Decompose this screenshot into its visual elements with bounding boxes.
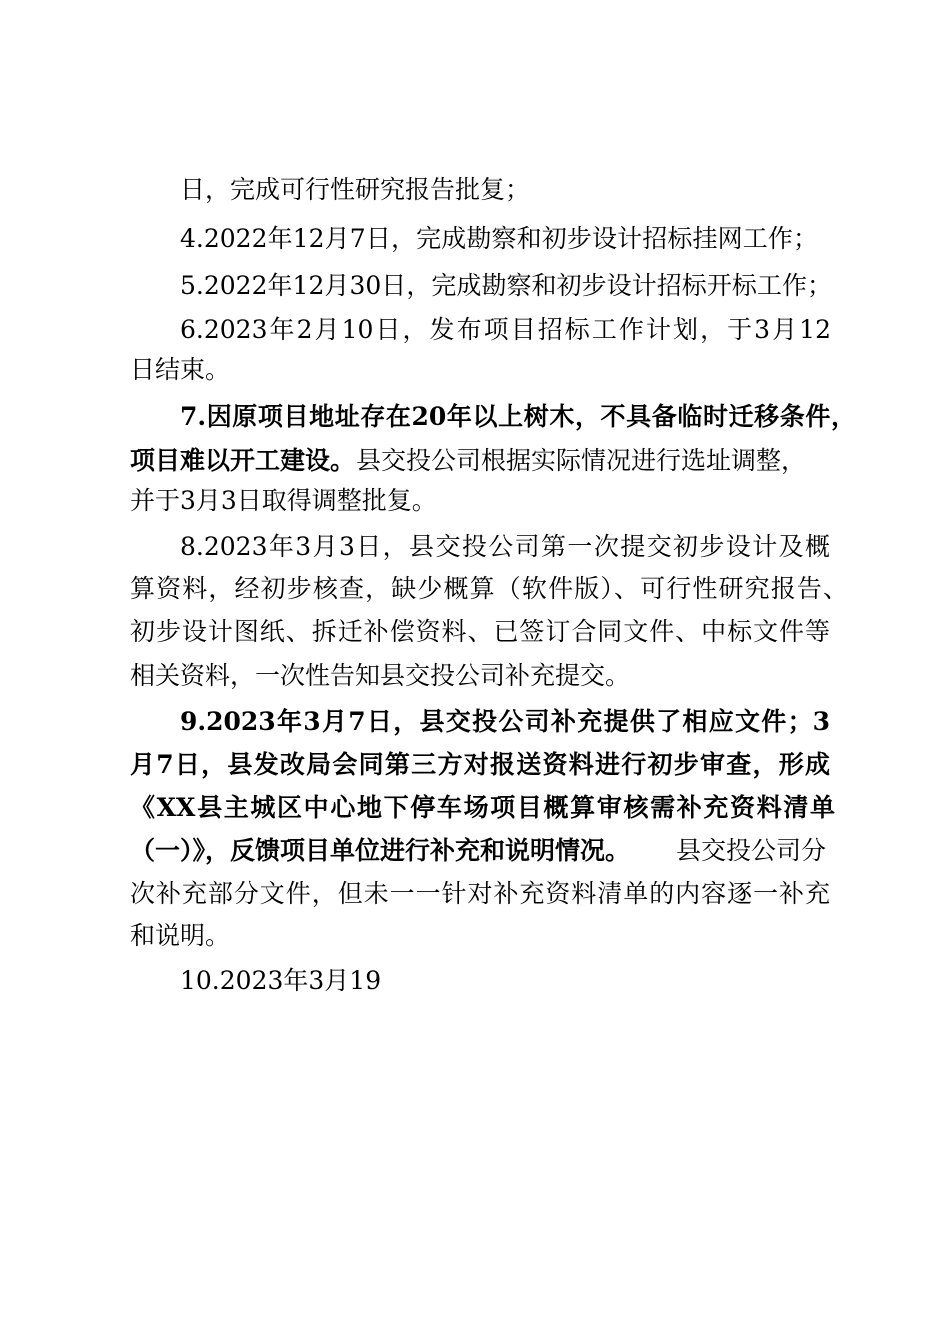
paragraph-line	[0, 523, 950, 571]
line-text-bold: （一）》，反馈项目单位进行补充和说明情况。	[130, 836, 631, 865]
paragraph-line	[0, 912, 950, 960]
line-text: 县交投公司根据实际情况进行选址调整，	[356, 446, 807, 475]
paragraph-line	[0, 784, 950, 832]
paragraph-line	[0, 477, 950, 525]
line-text: 并于3月3日取得调整批复。	[130, 486, 437, 515]
line-text: 8.2023年3月3日，县交投公司第一次提交初步设计及概	[180, 532, 830, 561]
line-text: 和说明。	[130, 921, 231, 950]
line-text-bold: 月7日，县发改局会同第三方对报送资料进行初步审查，形成	[130, 750, 830, 779]
line-text: 4.2022年12月7日，完成勘察和初步设计招标挂网工作；	[180, 224, 818, 253]
paragraph-line	[0, 166, 950, 214]
line-text: 算资料，经初步核查，缺少概算（软件版）、可行性研究报告、	[130, 574, 848, 603]
line-text-bold: 项目难以开工建设。	[130, 446, 356, 475]
line-text: 10.2023年3月19	[180, 966, 382, 995]
paragraph-line	[0, 262, 950, 310]
paragraph-line	[0, 957, 950, 1005]
paragraph-line	[0, 870, 950, 918]
paragraph-line	[0, 652, 950, 700]
line-text-bold: 9.2023年3月7日，县交投公司补充提供了相应文件；3	[180, 707, 830, 736]
paragraph-line	[0, 608, 950, 656]
paragraph-line	[0, 741, 950, 789]
paragraph-line	[0, 393, 950, 441]
line-text: 县交投公司分	[676, 836, 827, 865]
paragraph-line	[0, 698, 950, 746]
paragraph-line	[0, 827, 950, 875]
paragraph-line	[0, 565, 950, 613]
line-text-bold: 7.因原项目地址存在20年以上树木，不具备临时迁移条件，	[180, 402, 856, 431]
line-text: 日，完成可行性研究报告批复；	[180, 175, 531, 204]
line-text: 初步设计图纸、拆迁补偿资料、已签订合同文件、中标文件等	[130, 617, 830, 646]
line-text: 6.2023年2月10日，发布项目招标工作计划，于3月12	[180, 315, 831, 344]
line-text: 次补充部分文件，但未一一针对补充资料清单的内容逐一补充	[130, 879, 830, 908]
line-text-bold: 《XX县主城区中心地下停车场项目概算审核需补充资料清单	[130, 793, 835, 822]
paragraph-line	[0, 215, 950, 263]
line-text: 日结束。	[130, 355, 231, 384]
line-text: 5.2022年12月30日，完成勘察和初步设计招标开标工作；	[180, 271, 832, 300]
paragraph-line	[0, 346, 950, 394]
line-text: 相关资料，一次性告知县交投公司补充提交。	[130, 661, 631, 690]
